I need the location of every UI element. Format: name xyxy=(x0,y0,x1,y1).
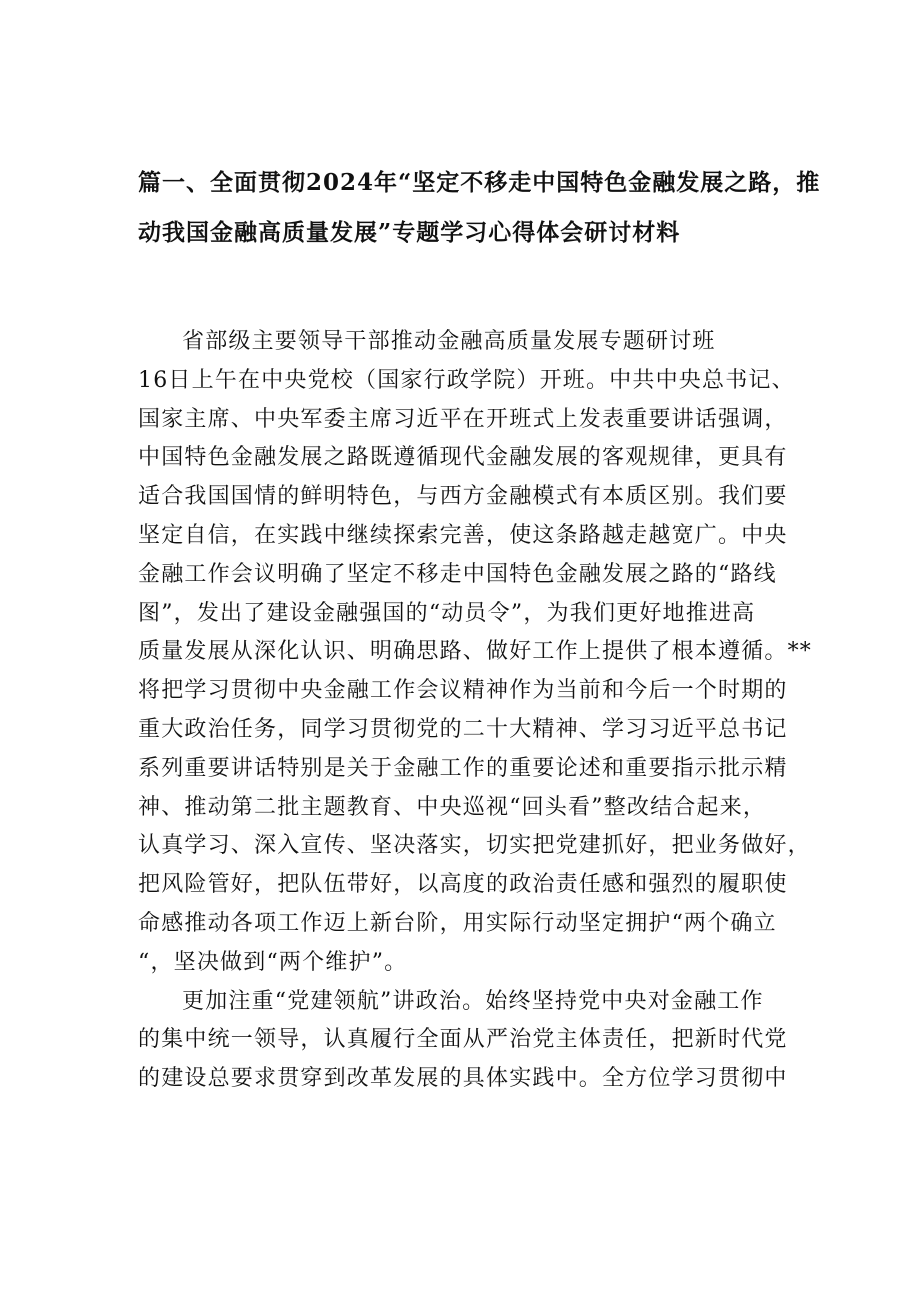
paragraph-2-line: 的建设总要求贯穿到改革发展的具体实践中。全方位学习贯彻中 xyxy=(138,1066,788,1092)
paragraph-1-line: 坚定自信，在实践中继续探索完善，使这条路越走越宽广。中央 xyxy=(138,522,788,548)
paragraph-1-line: 神、推动第二批主题教育、中央巡视“回头看”整改结合起来， xyxy=(138,794,767,820)
paragraph-2-line: 更加注重“党建领航”讲政治。始终坚持党中央对金融工作 xyxy=(182,988,764,1014)
paragraph-1-line: 中国特色金融发展之路既遵循现代金融发展的客观规律，更具有 xyxy=(138,445,788,471)
paragraph-1-line: 质量发展从深化认识、明确思路、做好工作上提供了根本遵循。** xyxy=(138,639,813,665)
paragraph-1-line: 16日上午在中央党校（国家行政学院）开班。中共中央总书记、 xyxy=(138,367,795,393)
paragraph-1-line: 命感推动各项工作迈上新台阶，用实际行动坚定拥护“两个确立 xyxy=(138,910,777,936)
document-body xyxy=(138,323,813,1099)
paragraph-1-line: 金融工作会议明确了坚定不移走中国特色金融发展之路的“路线 xyxy=(138,561,777,587)
paragraph-1-line: 国家主席、中央军委主席习近平在开班式上发表重要讲话强调， xyxy=(138,406,788,432)
paragraph-1-line: 把风险管好，把队伍带好，以高度的政治责任感和强烈的履职使 xyxy=(138,872,788,898)
paragraph-2-line: 的集中统一领导，认真履行全面从严治党主体责任，把新时代党 xyxy=(138,1027,788,1053)
paragraph-1-line: 省部级主要领导干部推动金融高质量发展专题研讨班 xyxy=(182,329,716,354)
paragraph-1-line: 系列重要讲话特别是关于金融工作的重要论述和重要指示批示精 xyxy=(138,755,788,781)
paragraph-1-line: “，坚决做到“两个维护”。 xyxy=(138,949,408,975)
paragraph-1-line: 将把学习贯彻中央金融工作会议精神作为当前和今后一个时期的 xyxy=(138,678,788,704)
paragraph-2 xyxy=(138,983,800,1099)
title-line-1: 篇一、全面贯彻2024年“坚定不移走中国特色金融发展之路，推 xyxy=(138,169,821,196)
paragraph-1 xyxy=(138,323,813,983)
paragraph-1-line: 图”，发出了建设金融强国的“动员令”，为我们更好地推进高 xyxy=(138,600,756,626)
paragraph-1-line: 重大政治任务，同学习贯彻党的二十大精神、学习习近平总书记 xyxy=(138,716,788,742)
title-line-2: 动我国金融高质量发展”专题学习心得体会研讨材料 xyxy=(138,219,681,246)
paragraph-1-line: 适合我国国情的鲜明特色，与西方金融模式有本质区别。我们要 xyxy=(138,484,788,510)
paragraph-1-line: 认真学习、深入宣传、坚决落实，切实把党建抓好，把业务做好， xyxy=(138,833,811,859)
document-title xyxy=(138,158,821,258)
